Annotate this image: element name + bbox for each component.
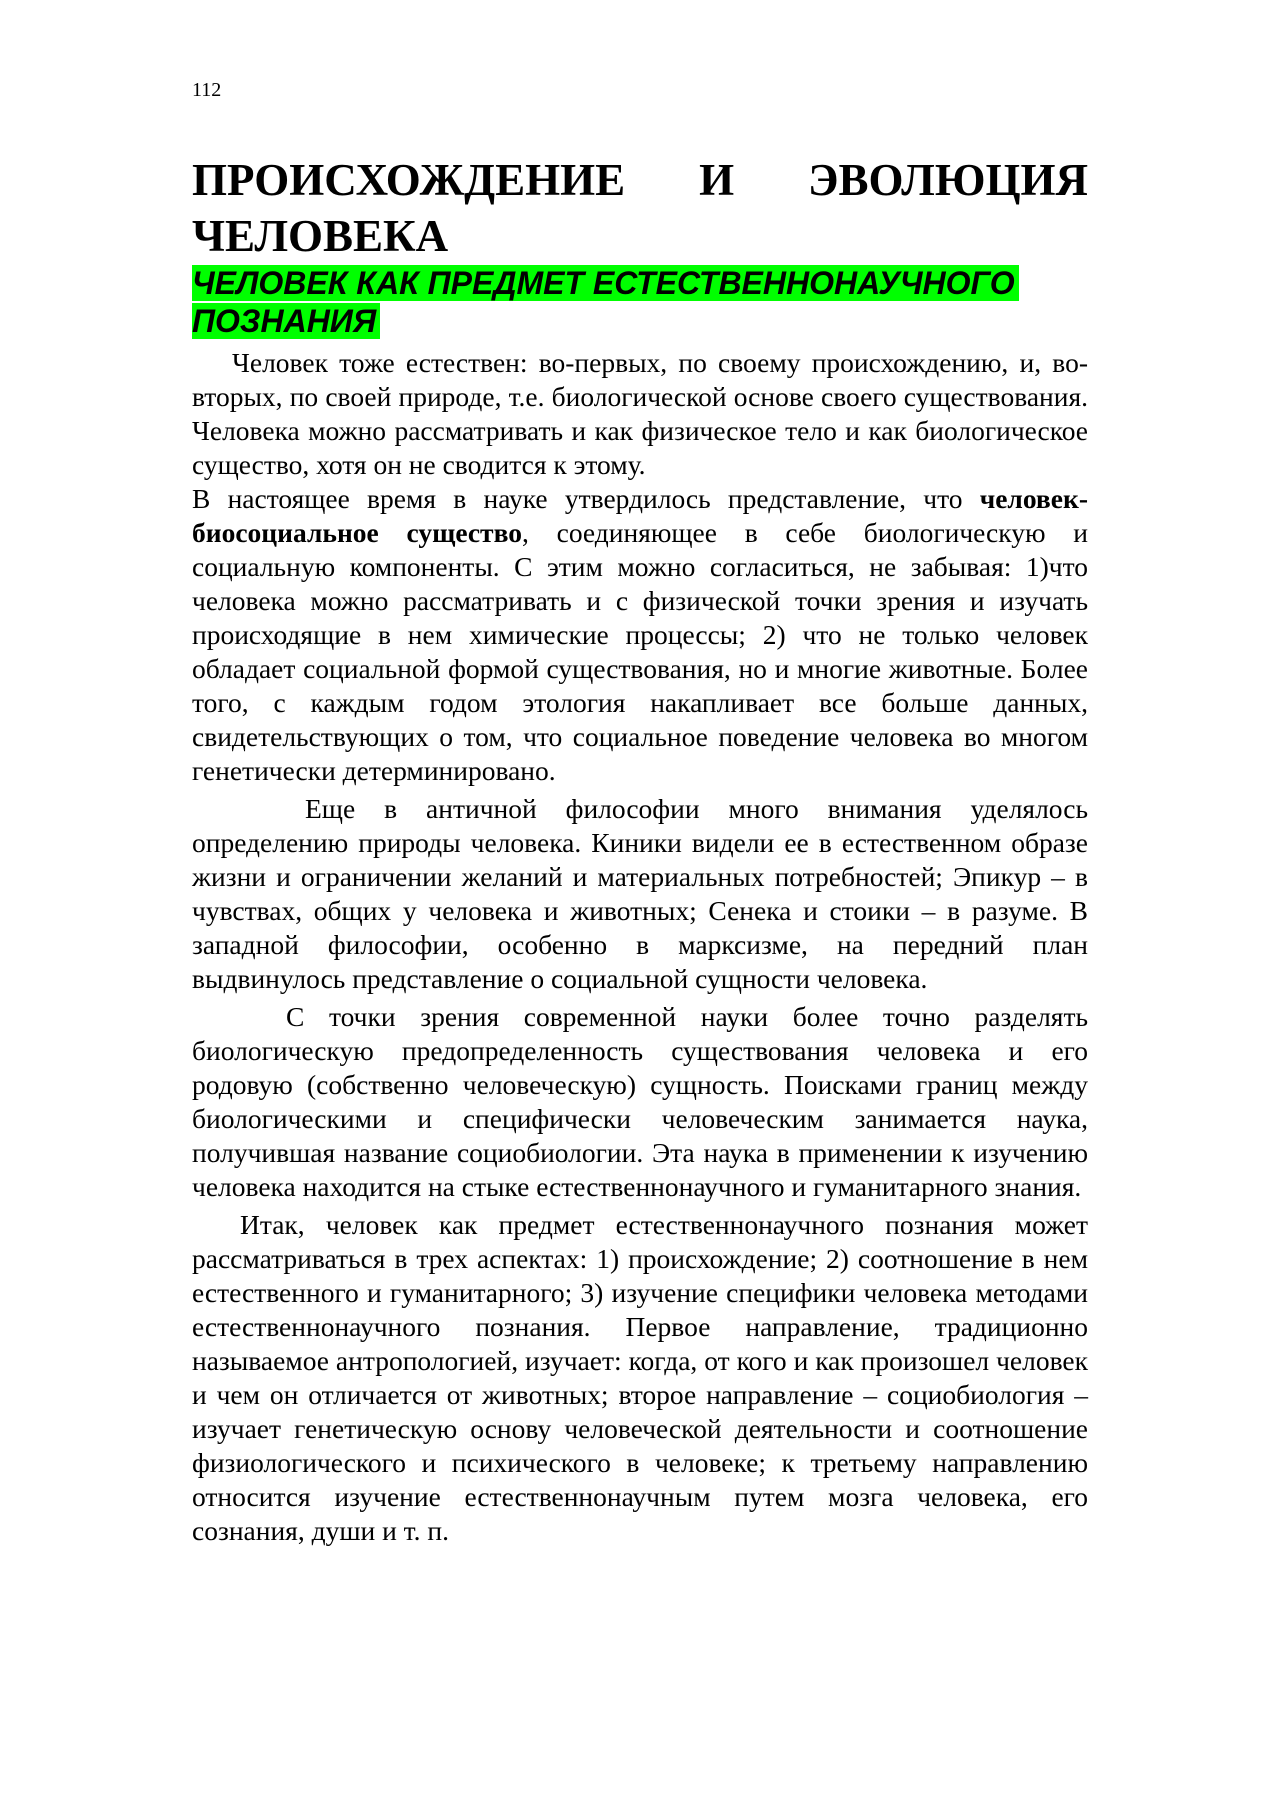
paragraph-4: С точки зрения современной науки более точно разделять биологическую предопределенность существования человека и его родовую (собственно человеческую) сущность. Поисками границ между биологическими и специфически человеческим занимается наука, получившая название социобиологии. Эта наука в применении к изучению человека находится на стыке естественнонаучного и гуманитарного знания. [192,1001,1088,1202]
paragraph-2-start: В настоящее время в науке утвердилось представление, что [192,483,980,514]
paragraph-2-end: , соединяющее в себе биологическую и социальную компоненты. С этим можно согласиться, не забывая: 1)что человека можно рассматривать и с физической точки зрения и изучать происходящие в нем химические процессы; 2) что не только человек обладает социальной формой существования, но и многие животные. Более того, с каждым годом этология накапливает все больше данных, свидетельствующих о том, что социальное поведение человека во многом генетически детерминировано. [192,517,1088,786]
paragraph-3: Еще в античной философии много внимания уделялось определению природы человека. Киники видели ее в естественном образе жизни и ограничении желаний и материальных потребностей; Эпикур – в чувствах, общих у человека и животных; Сенека и стоики – в разуме. В западной философии, особенно в марксизме, на передний план выдвинулось представление о социальной сущности человека. [192,793,1088,994]
chapter-title: ПРОИСХОЖДЕНИЕ И ЭВОЛЮЦИЯ ЧЕЛОВЕКА [192,155,1088,261]
page-content [192,152,1088,1548]
bold-term: человек- биосоциальное существо [192,483,1088,548]
paragraph-2 [192,482,1088,788]
paragraph-5: Итак, человек как предмет естественнонаучного познания может рассматриваться в трех аспектах: 1) происхождение; 2) соотношение в нем естественного и гуманитарного; 3) изучение специфики человека методами естественнонаучного познания. Первое направление, традиционно называемое антропологией, изучает: когда, от кого и как произошел человек и чем он отличается от животных; второе направление – социобиология – изучает генетическую основу человеческой деятельности и соотношение физиологического и психического в человеке; к третьему направлению относится изучение естественнонаучным путем мозга человека, его сознания, души и т. п. [192,1209,1088,1546]
page-number: 112 [192,79,222,101]
highlighted-subtitle-text: ЧЕЛОВЕК КАК ПРЕДМЕТ ЕСТЕСТВЕННОНАУЧНОГО ПОЗНАНИЯ [192,265,1019,339]
paragraph-1: Человек тоже естествен: во-первых, по своему происхождению, и, во-вторых, по своей природе, т.е. биологической основе своего существования. Человека можно рассматривать и как физическое тело и как биологическое существо, хотя он не сводится к этому. [192,347,1088,480]
section-subtitle [192,264,1037,340]
